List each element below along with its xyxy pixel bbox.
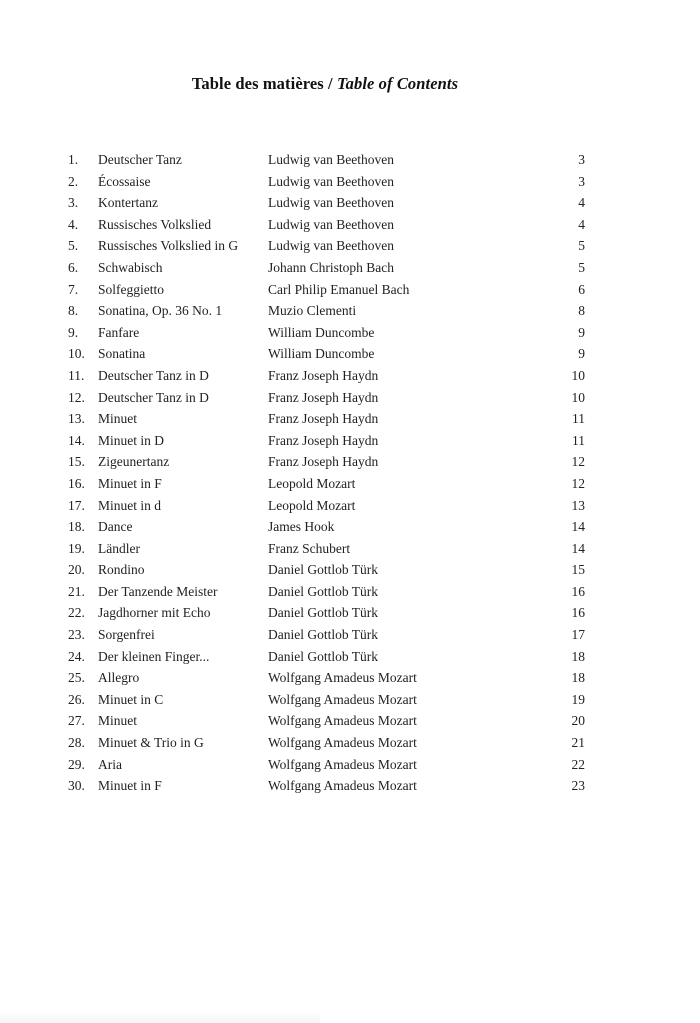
toc-entry bbox=[68, 149, 588, 171]
entry-number: 26. bbox=[68, 691, 85, 707]
entry-title: Minuet in F bbox=[98, 778, 162, 794]
entry-title: Der kleinen Finger... bbox=[98, 648, 210, 664]
entry-composer: Wolfgang Amadeus Mozart bbox=[268, 778, 417, 794]
entry-title: Russisches Volkslied in G bbox=[98, 238, 239, 254]
entry-page-number: 23 bbox=[571, 778, 585, 794]
table-of-contents bbox=[68, 149, 588, 797]
entry-page-number: 5 bbox=[578, 238, 585, 254]
entry-page-number: 12 bbox=[571, 454, 585, 470]
toc-entry bbox=[68, 667, 588, 689]
entry-composer: Ludwig van Beethoven bbox=[268, 238, 394, 254]
entry-title: Deutscher Tanz in D bbox=[98, 367, 209, 383]
toc-entry bbox=[68, 775, 588, 797]
entry-page-number: 14 bbox=[571, 540, 585, 556]
entry-title: Minuet in F bbox=[98, 475, 162, 491]
entry-page-number: 18 bbox=[571, 670, 585, 686]
page-edge-shadow bbox=[0, 1013, 320, 1023]
entry-number: 19. bbox=[68, 540, 85, 556]
toc-entry bbox=[68, 495, 588, 517]
entry-composer: Franz Joseph Haydn bbox=[268, 367, 379, 383]
entry-title: Sorgenfrei bbox=[98, 627, 155, 643]
entry-number: 11. bbox=[68, 367, 85, 383]
toc-entry bbox=[68, 710, 588, 732]
entry-number: 29. bbox=[68, 756, 85, 772]
entry-number: 8. bbox=[68, 303, 79, 319]
entry-title: Solfeggietto bbox=[98, 281, 164, 297]
entry-page-number: 20 bbox=[571, 713, 585, 729]
entry-title: Dance bbox=[98, 519, 133, 535]
entry-page-number: 21 bbox=[571, 735, 585, 751]
toc-entry bbox=[68, 365, 588, 387]
entry-number: 28. bbox=[68, 735, 85, 751]
entry-page-number: 17 bbox=[571, 627, 585, 643]
entry-page-number: 16 bbox=[571, 583, 585, 599]
entry-number: 18. bbox=[68, 519, 85, 535]
entry-composer: William Duncombe bbox=[268, 346, 375, 362]
entry-composer: Daniel Gottlob Türk bbox=[268, 562, 378, 578]
entry-composer: Ludwig van Beethoven bbox=[268, 216, 394, 232]
entry-composer: Ludwig van Beethoven bbox=[268, 195, 394, 211]
entry-composer: Leopold Mozart bbox=[268, 475, 356, 491]
toc-entry bbox=[68, 192, 588, 214]
entry-page-number: 6 bbox=[578, 281, 585, 297]
entry-page-number: 3 bbox=[578, 152, 585, 167]
entry-composer: James Hook bbox=[268, 519, 335, 535]
entry-number: 14. bbox=[68, 432, 85, 448]
entry-number: 9. bbox=[68, 324, 79, 340]
entry-page-number: 14 bbox=[571, 519, 585, 535]
entry-title: Sonatina bbox=[98, 346, 146, 362]
entry-number: 2. bbox=[68, 173, 79, 189]
entry-composer: Daniel Gottlob Türk bbox=[268, 583, 378, 599]
toc-entry bbox=[68, 538, 588, 560]
entry-page-number: 8 bbox=[578, 303, 585, 319]
entry-number: 30. bbox=[68, 778, 85, 794]
toc-entry bbox=[68, 214, 588, 236]
entry-composer: Johann Christoph Bach bbox=[268, 259, 394, 275]
entry-page-number: 15 bbox=[571, 562, 585, 578]
entry-composer: Franz Schubert bbox=[268, 540, 351, 556]
page-title bbox=[0, 74, 650, 94]
entry-title: Schwabisch bbox=[98, 259, 163, 275]
entry-number: 10. bbox=[68, 346, 85, 362]
toc-entry bbox=[68, 343, 588, 365]
entry-page-number: 9 bbox=[578, 346, 585, 362]
entry-title: Jagdhorner mit Echo bbox=[98, 605, 211, 621]
toc-entry bbox=[68, 602, 588, 624]
toc-entry bbox=[68, 559, 588, 581]
entry-number: 15. bbox=[68, 454, 85, 470]
entry-composer: Franz Joseph Haydn bbox=[268, 432, 379, 448]
entry-composer: Franz Joseph Haydn bbox=[268, 454, 379, 470]
entry-title: Minuet bbox=[98, 411, 137, 427]
toc-entry bbox=[68, 581, 588, 603]
entry-number: 6. bbox=[68, 259, 79, 275]
entry-title: Aria bbox=[98, 756, 122, 772]
entry-title: Deutscher Tanz in D bbox=[98, 389, 209, 405]
entry-page-number: 3 bbox=[578, 173, 585, 189]
toc-entry bbox=[68, 451, 588, 473]
entry-page-number: 19 bbox=[571, 691, 585, 707]
entry-title: Rondino bbox=[98, 562, 145, 578]
toc-entry bbox=[68, 689, 588, 711]
entry-composer: Wolfgang Amadeus Mozart bbox=[268, 713, 417, 729]
entry-number: 27. bbox=[68, 713, 85, 729]
toc-entry bbox=[68, 516, 588, 538]
entry-number: 5. bbox=[68, 238, 79, 254]
entry-title: Allegro bbox=[98, 670, 140, 686]
entry-title: Russisches Volkslied bbox=[98, 216, 212, 232]
entry-composer: Wolfgang Amadeus Mozart bbox=[268, 756, 417, 772]
entry-composer: Daniel Gottlob Türk bbox=[268, 648, 378, 664]
entry-number: 22. bbox=[68, 605, 85, 621]
entry-title: Minuet in D bbox=[98, 432, 164, 448]
entry-number: 12. bbox=[68, 389, 85, 405]
title-french: Table des matières / bbox=[191, 74, 337, 93]
entry-title: Der Tanzende Meister bbox=[98, 583, 218, 599]
toc-entry bbox=[68, 754, 588, 776]
entry-page-number: 9 bbox=[578, 324, 585, 340]
entry-number: 3. bbox=[68, 195, 79, 211]
entry-page-number: 10 bbox=[571, 389, 585, 405]
entry-composer: Daniel Gottlob Türk bbox=[268, 605, 378, 621]
entry-composer: William Duncombe bbox=[268, 324, 375, 340]
entry-page-number: 11 bbox=[572, 411, 585, 427]
entry-page-number: 4 bbox=[578, 195, 585, 211]
entry-title: Zigeunertanz bbox=[98, 454, 170, 470]
entry-number: 16. bbox=[68, 475, 85, 491]
entry-number: 4. bbox=[68, 216, 79, 232]
entry-number: 13. bbox=[68, 411, 85, 427]
entry-number: 1. bbox=[68, 152, 79, 167]
entry-number: 7. bbox=[68, 281, 79, 297]
entry-number: 21. bbox=[68, 583, 85, 599]
entry-composer: Leopold Mozart bbox=[268, 497, 356, 513]
entry-page-number: 22 bbox=[571, 756, 585, 772]
toc-entry bbox=[68, 430, 588, 452]
entry-title: Minuet in C bbox=[98, 691, 164, 707]
toc-entry bbox=[68, 387, 588, 409]
entry-title: Fanfare bbox=[98, 324, 140, 340]
entry-number: 24. bbox=[68, 648, 85, 664]
entry-title: Kontertanz bbox=[98, 195, 158, 211]
entry-composer: Wolfgang Amadeus Mozart bbox=[268, 691, 417, 707]
toc-entry bbox=[68, 473, 588, 495]
entry-page-number: 12 bbox=[571, 475, 585, 491]
entry-page-number: 18 bbox=[571, 648, 585, 664]
entry-page-number: 5 bbox=[578, 259, 585, 275]
entry-title: Minuet & Trio in G bbox=[98, 735, 204, 751]
entry-page-number: 16 bbox=[571, 605, 585, 621]
entry-composer: Franz Joseph Haydn bbox=[268, 411, 379, 427]
entry-composer: Franz Joseph Haydn bbox=[268, 389, 379, 405]
entry-composer: Ludwig van Beethoven bbox=[268, 152, 394, 167]
toc-entry bbox=[68, 408, 588, 430]
entry-title: Deutscher Tanz bbox=[98, 152, 182, 167]
entry-title: Sonatina, Op. 36 No. 1 bbox=[98, 303, 223, 319]
entry-composer: Ludwig van Beethoven bbox=[268, 173, 394, 189]
entry-title: Minuet in d bbox=[98, 497, 161, 513]
toc-entry bbox=[68, 235, 588, 257]
entry-page-number: 13 bbox=[571, 497, 585, 513]
entry-title: Écossaise bbox=[98, 173, 151, 189]
entry-composer: Carl Philip Emanuel Bach bbox=[268, 281, 410, 297]
toc-entry bbox=[68, 646, 588, 668]
entry-page-number: 11 bbox=[572, 432, 585, 448]
entry-page-number: 10 bbox=[571, 367, 585, 383]
entry-number: 23. bbox=[68, 627, 85, 643]
toc-entry bbox=[68, 279, 588, 301]
entry-number: 20. bbox=[68, 562, 85, 578]
toc-entry bbox=[68, 624, 588, 646]
entry-composer: Wolfgang Amadeus Mozart bbox=[268, 670, 417, 686]
entry-title: Minuet bbox=[98, 713, 137, 729]
toc-entry bbox=[68, 322, 588, 344]
toc-entry bbox=[68, 300, 588, 322]
entry-title: Ländler bbox=[98, 540, 140, 556]
entry-number: 17. bbox=[68, 497, 85, 513]
title-english: Table of Contents bbox=[336, 74, 459, 93]
toc-entry bbox=[68, 171, 588, 193]
entry-number: 25. bbox=[68, 670, 85, 686]
entry-page-number: 4 bbox=[578, 216, 585, 232]
entry-composer: Daniel Gottlob Türk bbox=[268, 627, 378, 643]
entry-composer: Muzio Clementi bbox=[268, 303, 357, 319]
toc-entry bbox=[68, 732, 588, 754]
entry-composer: Wolfgang Amadeus Mozart bbox=[268, 735, 417, 751]
toc-entry bbox=[68, 257, 588, 279]
